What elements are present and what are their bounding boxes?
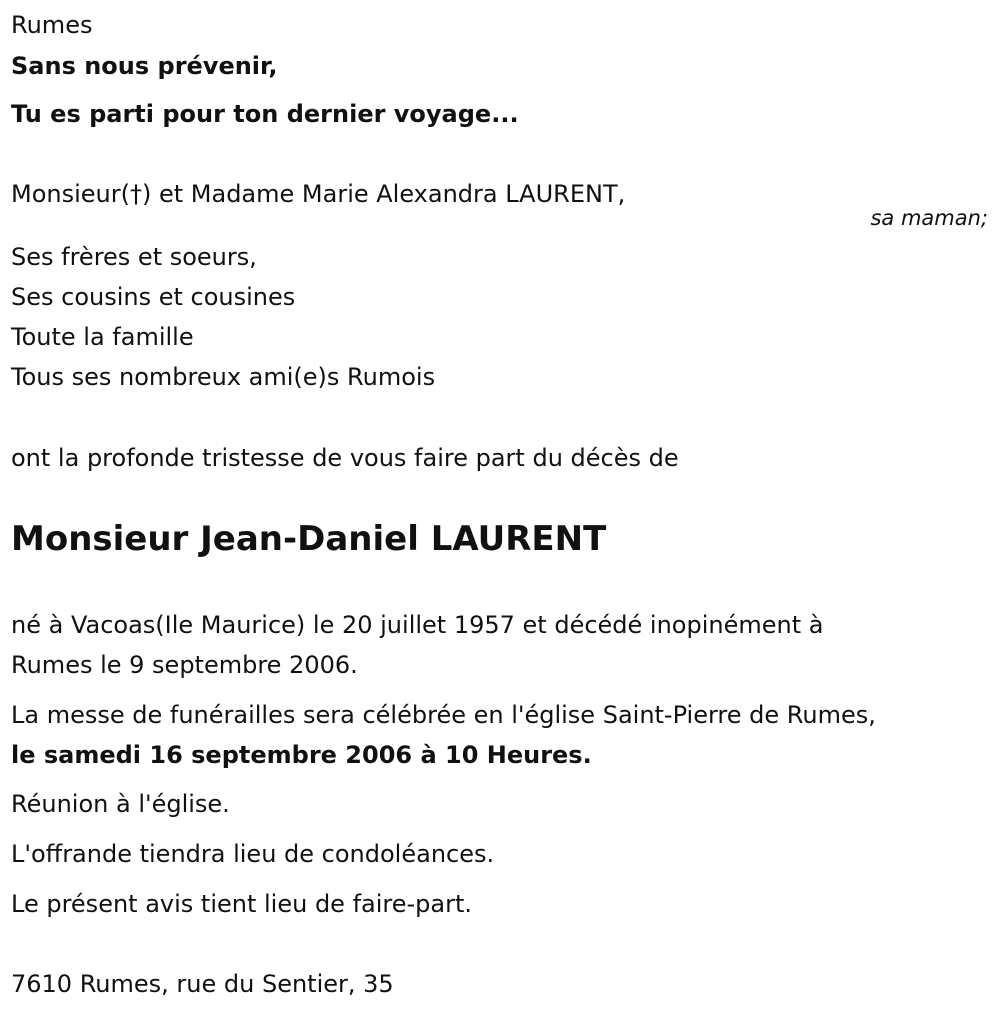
meeting-text: Réunion à l'église. (11, 790, 230, 818)
deceased-name: Monsieur Jean-Daniel LAURENT (11, 519, 607, 559)
parents-text: Monsieur(†) et Madame Marie Alexandra LAURENT, (11, 180, 626, 208)
funeral-line-1: La messe de funérailles sera célébrée en l'église Saint-Pierre de Rumes, (11, 701, 876, 729)
family-line-all-family: Toute la famille (11, 323, 194, 351)
announcement-text: ont la profonde tristesse de vous faire part du décès de (11, 444, 679, 472)
verse-line-1: Sans nous prévenir, (11, 52, 278, 80)
location-text: Rumes (11, 11, 93, 39)
birth-death-line-1: né à Vacoas(Ile Maurice) le 20 juillet 1957 et décédé inopinément à (11, 611, 824, 639)
family-line-siblings: Ses frères et soeurs, (11, 243, 257, 271)
family-line-friends: Tous ses nombreux ami(e)s Rumois (11, 363, 436, 391)
funeral-line-2: le samedi 16 septembre 2006 à 10 Heures. (11, 741, 592, 769)
birth-death-line-2: Rumes le 9 septembre 2006. (11, 651, 358, 679)
verse-line-2: Tu es parti pour ton dernier voyage... (11, 100, 519, 128)
address-text: 7610 Rumes, rue du Sentier, 35 (11, 970, 394, 998)
family-line-cousins: Ses cousins et cousines (11, 283, 296, 311)
parents-role-text: sa maman; (870, 206, 988, 230)
notice-note-text: Le présent avis tient lieu de faire-part. (11, 890, 473, 918)
offering-text: L'offrande tiendra lieu de condoléances. (11, 840, 495, 868)
